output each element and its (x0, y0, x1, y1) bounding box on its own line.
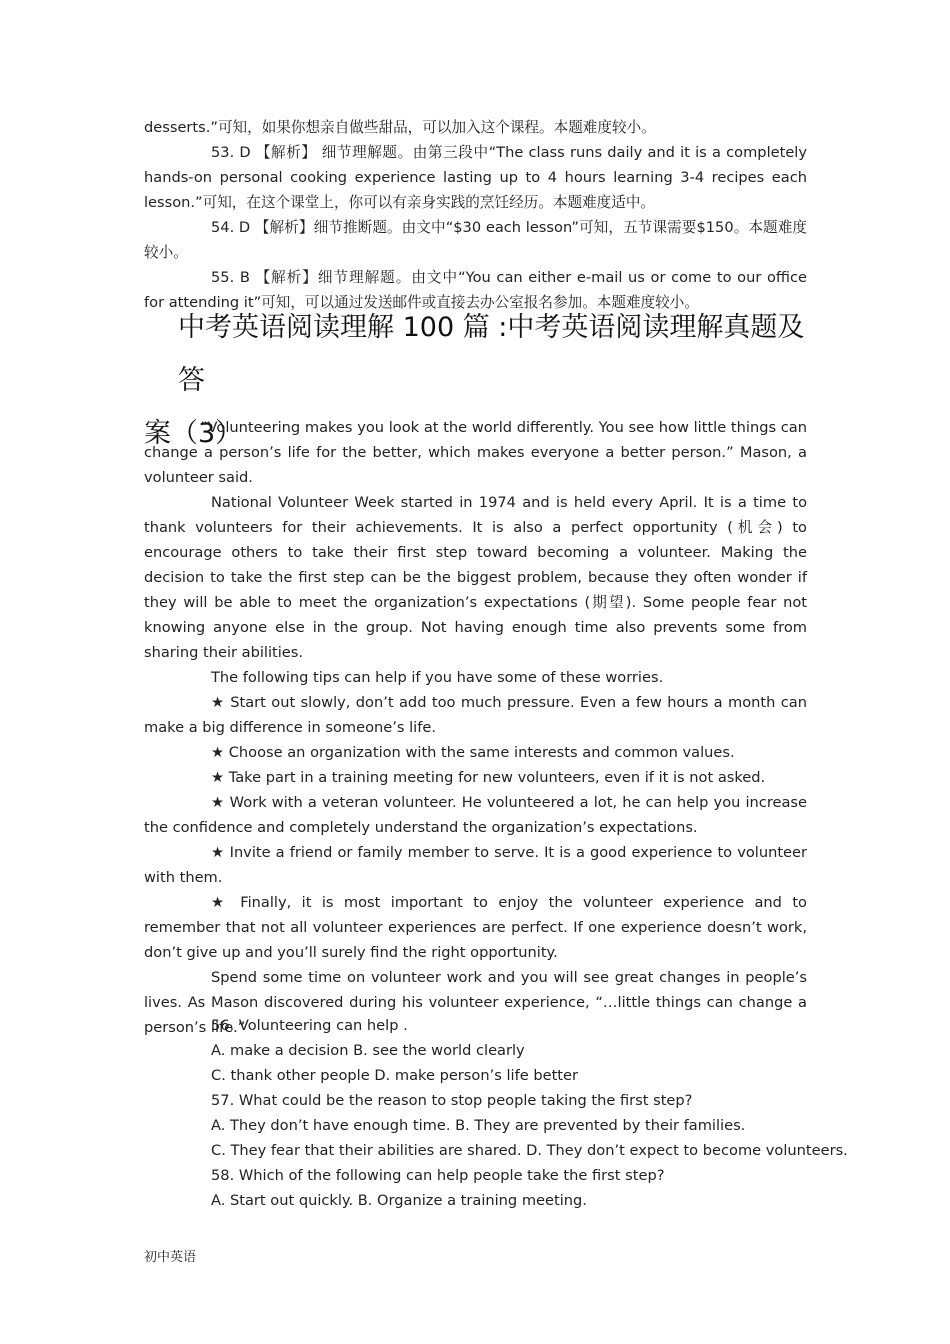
question-56-options-cd: C. thank other people D. make person’s life better (211, 1067, 579, 1084)
tip-item: ★ Take part in a training meeting for new volunteers, even if it is not asked. (211, 769, 766, 786)
reading-passage (144, 415, 807, 1040)
question-56-options-ab: A. make a decision B. see the world clearly (211, 1042, 525, 1059)
question-58-options-ab: A. Start out quickly. B. Organize a training meeting. (211, 1192, 587, 1209)
passage-paragraph-2: National Volunteer Week started in 1974 and is held every April. It is a time to thank volunteers for their achievements. It is also a perfect opportunity (机会) to encourage others to take their first step toward becoming a volunteer. Making the decision to take the first step can be the biggest problem, because they often wonder if they will be able to meet the organization’s expectations (期望). Some people fear not knowing anyone else in the group. Not having enough time also prevents some from sharing their abilities. (144, 494, 807, 661)
question-57: 57. What could be the reason to stop people taking the first step? (211, 1092, 693, 1109)
explanation-52-tail: desserts.”可知，如果你想亲自做些甜品，可以加入这个课程。本题难度较小。 (144, 119, 656, 136)
passage-paragraph-4: Spend some time on volunteer work and you will see great changes in people’s lives. As Mason discovered during his volunteer experience, “…little things can change a person’s life.” (144, 969, 807, 1036)
title-line-2: 案（3） (144, 418, 243, 449)
passage-paragraph-1: “Volunteering makes you look at the world differently. You see how little things can change a person’s life for the better, which makes everyone a better person.” Mason, a volunteer said. (144, 419, 807, 486)
tip-item: ★ Choose an organization with the same interests and common values. (211, 744, 735, 761)
tip-item: ★ Start out slowly, don’t add too much pressure. Even a few hours a month can make a big difference in someone’s life. (144, 694, 807, 736)
passage-paragraph-3: The following tips can help if you have some of these worries. (211, 669, 664, 686)
question-57-options-ab: A. They don’t have enough time. B. They are prevented by their families. (211, 1117, 746, 1134)
page-footer: 初中英语 (144, 1250, 197, 1265)
tip-item: ★ Work with a veteran volunteer. He volunteered a lot, he can help you increase the confidence and completely understand the organization’s expectations. (144, 794, 807, 836)
explanation-55: 55. B 【解析】细节理解题。由文中“You can either e-mail us or come to our office for attending it”可知，可以通过发送邮件或直接去办公室报名参加。本题难度较小。 (144, 269, 807, 311)
title-line-1: 中考英语阅读理解 100 篇 :中考英语阅读理解真题及答 (178, 312, 805, 396)
question-58: 58. Which of the following can help people take the first step? (211, 1167, 665, 1184)
question-56: 56. Volunteering can help . (211, 1017, 408, 1034)
answer-explanations (144, 115, 807, 315)
tip-item: ★ Finally, it is most important to enjoy the volunteer experience and to remember that not all volunteer experiences are perfect. If one experience doesn’t work, don’t give up and you’ll surely find the right opportunity. (144, 894, 807, 961)
question-57-options-cd: C. They fear that their abilities are shared. D. They don’t expect to become volunteers. (211, 1142, 848, 1159)
tip-item: ★ Invite a friend or family member to serve. It is a good experience to volunteer with them. (144, 844, 807, 886)
explanation-53: 53. D 【解析】 细节理解题。由第三段中“The class runs daily and it is a completely hands-on personal cooking experience lasting up to 4 hours learning 3-4 recipes each lesson.”可知，在这个课堂上，你可以有亲身实践的烹饪经历。本题难度适中。 (144, 144, 807, 211)
explanation-54: 54. D 【解析】细节推断题。由文中“$30 each lesson”可知，五节课需要$150。本题难度较小。 (144, 219, 807, 261)
